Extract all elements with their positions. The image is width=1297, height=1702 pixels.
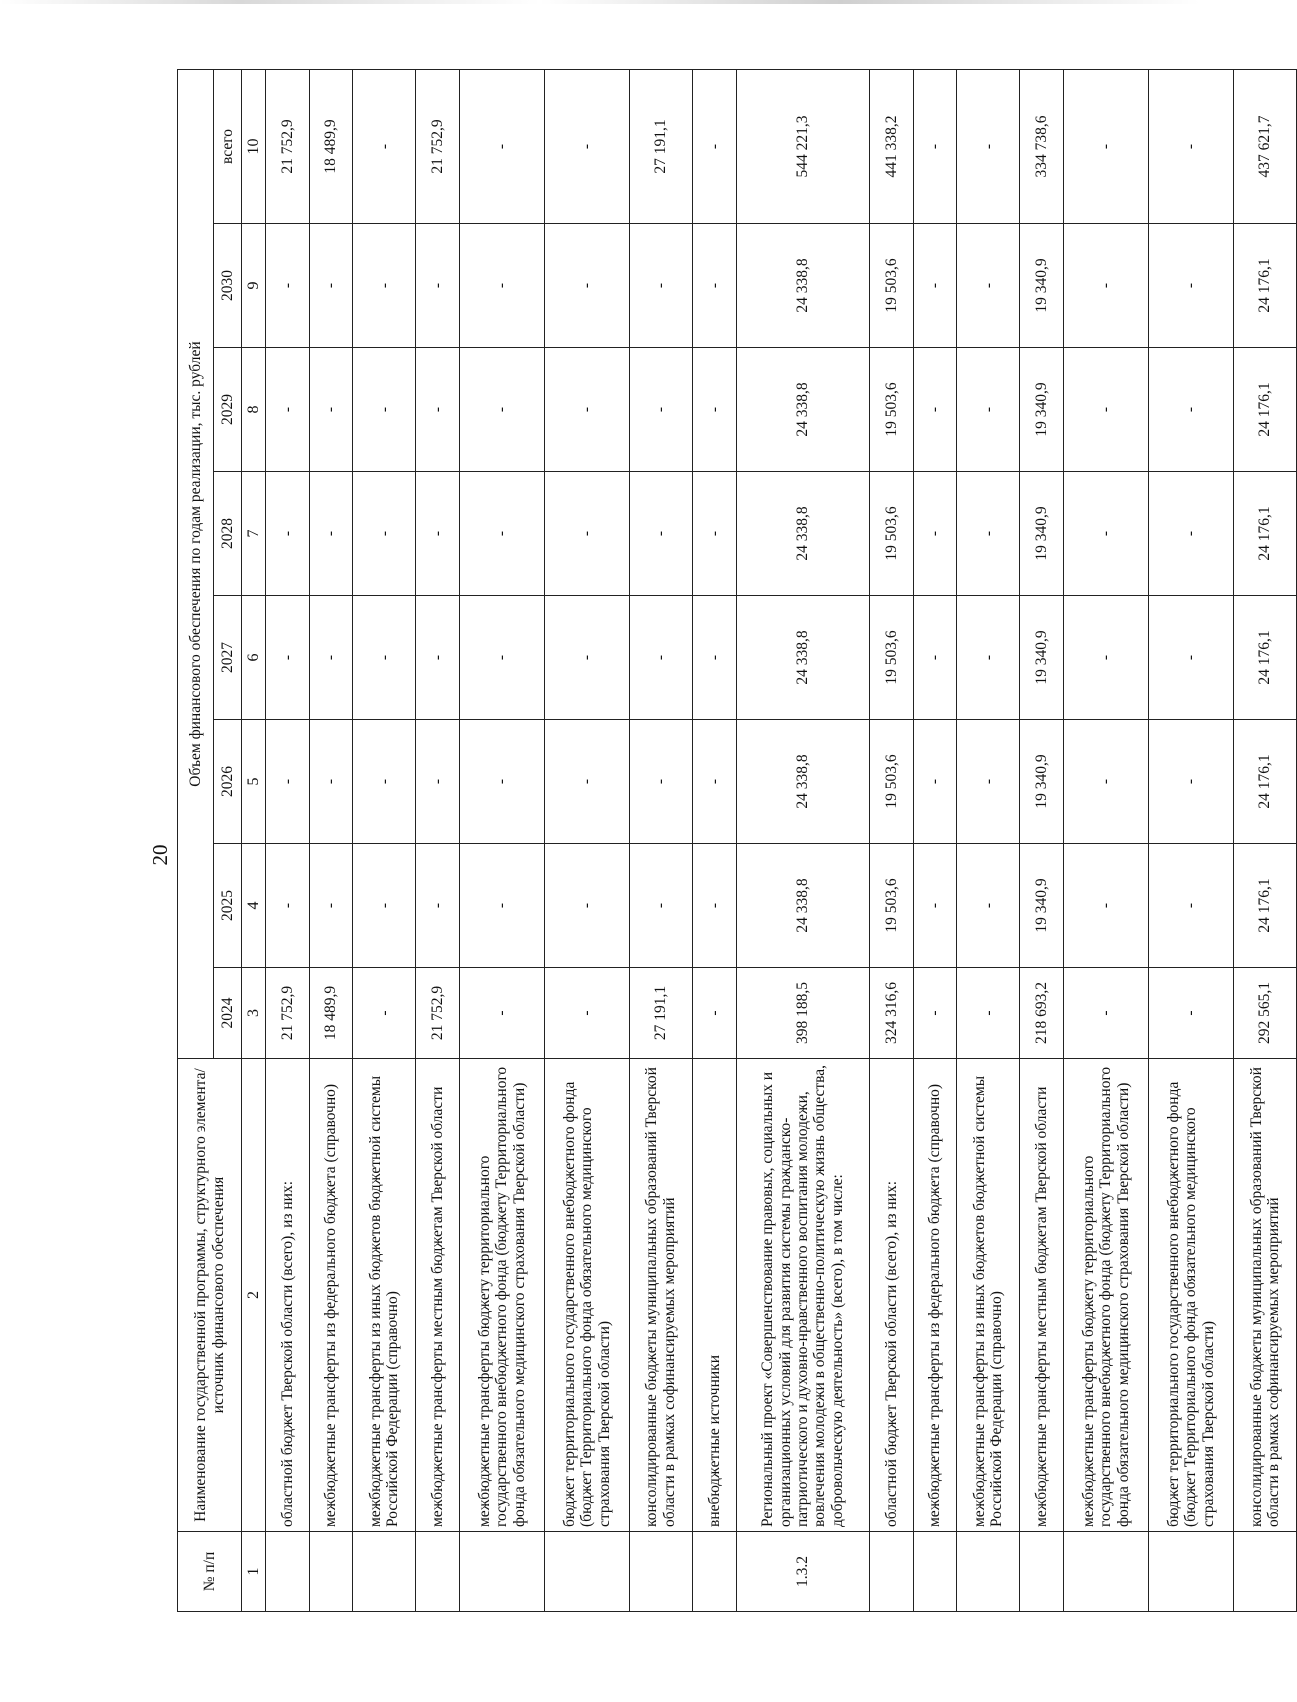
row-value-2026: - bbox=[629, 720, 692, 844]
row-value-2024: 292 565,1 bbox=[1233, 968, 1296, 1059]
column-number: 6 bbox=[242, 596, 266, 720]
row-name: областной бюджет Тверской области (всего), из них: bbox=[869, 1059, 913, 1532]
row-value-2030: - bbox=[544, 224, 629, 348]
row-value-2025: - bbox=[629, 844, 692, 968]
row-name: межбюджетные трансферты местным бюджетам Тверской области bbox=[416, 1059, 460, 1532]
row-value-2026: 24 176,1 bbox=[1233, 720, 1296, 844]
row-value-2029: - bbox=[544, 348, 629, 472]
row-value-2030: - bbox=[913, 224, 957, 348]
row-value-2030: - bbox=[460, 224, 545, 348]
row-value-2030: - bbox=[692, 224, 736, 348]
row-value-2024: 218 693,2 bbox=[1020, 968, 1064, 1059]
row-value-total: 27 191,1 bbox=[629, 70, 692, 224]
row-value-total: - bbox=[1063, 70, 1148, 224]
row-value-2024: - bbox=[544, 968, 629, 1059]
row-value-2025: - bbox=[544, 844, 629, 968]
row-value-total: - bbox=[544, 70, 629, 224]
row-value-total: - bbox=[692, 70, 736, 224]
row-value-2028: 19 503,6 bbox=[869, 472, 913, 596]
row-value-2028: - bbox=[266, 472, 310, 596]
column-number-row bbox=[242, 70, 266, 1612]
table-row bbox=[266, 70, 310, 1612]
header-year-2027: 2027 bbox=[214, 596, 242, 720]
row-value-2029: - bbox=[913, 348, 957, 472]
row-value-2028: 19 340,9 bbox=[1020, 472, 1064, 596]
row-name: межбюджетные трансферты из иных бюджетов бюджетной системы Российской Федерации (справочно) bbox=[957, 1059, 1020, 1532]
row-value-2029: 24 176,1 bbox=[1233, 348, 1296, 472]
row-value-2029: 24 338,8 bbox=[736, 348, 869, 472]
row-number: 1.3.2 bbox=[736, 1532, 869, 1612]
table-container bbox=[177, 70, 1297, 1612]
table-row bbox=[1020, 70, 1064, 1612]
row-value-2028: - bbox=[416, 472, 460, 596]
header-year-2028: 2028 bbox=[214, 472, 242, 596]
header-year-2030: 2030 bbox=[214, 224, 242, 348]
row-value-total: - bbox=[353, 70, 416, 224]
row-value-2026: 19 503,6 bbox=[869, 720, 913, 844]
row-value-2029: 19 340,9 bbox=[1020, 348, 1064, 472]
row-value-2029: - bbox=[460, 348, 545, 472]
row-number bbox=[1233, 1532, 1296, 1612]
row-number bbox=[957, 1532, 1020, 1612]
table-row bbox=[869, 70, 913, 1612]
row-number bbox=[692, 1532, 736, 1612]
column-number: 5 bbox=[242, 720, 266, 844]
row-value-total: - bbox=[1148, 70, 1233, 224]
row-value-2029: 19 503,6 bbox=[869, 348, 913, 472]
row-value-2026: - bbox=[266, 720, 310, 844]
header-year-2025: 2025 bbox=[214, 844, 242, 968]
row-value-2026: - bbox=[544, 720, 629, 844]
row-value-2024: 18 489,9 bbox=[309, 968, 353, 1059]
row-value-2029: - bbox=[353, 348, 416, 472]
table-row bbox=[309, 70, 353, 1612]
row-value-total: 441 338,2 bbox=[869, 70, 913, 224]
row-name: бюджет территориального государственного внебюджетного фонда (бюджет Территориального фонда обязательного медицинского страхования Тверской области) bbox=[1148, 1059, 1233, 1532]
row-name: межбюджетные трансферты из федерального бюджета (справочно) bbox=[913, 1059, 957, 1532]
row-value-2027: - bbox=[309, 596, 353, 720]
row-number bbox=[353, 1532, 416, 1612]
header-year-2024: 2024 bbox=[214, 968, 242, 1059]
row-value-2030: 19 340,9 bbox=[1020, 224, 1064, 348]
row-value-2024: 398 188,5 bbox=[736, 968, 869, 1059]
row-value-2025: - bbox=[913, 844, 957, 968]
row-value-2027: - bbox=[266, 596, 310, 720]
row-value-2024: - bbox=[957, 968, 1020, 1059]
row-value-2028: - bbox=[957, 472, 1020, 596]
row-value-2027: - bbox=[692, 596, 736, 720]
row-value-2025: - bbox=[957, 844, 1020, 968]
column-number: 7 bbox=[242, 472, 266, 596]
row-value-2027: 24 176,1 bbox=[1233, 596, 1296, 720]
row-value-2026: - bbox=[692, 720, 736, 844]
column-number: 8 bbox=[242, 348, 266, 472]
row-value-2026: - bbox=[1063, 720, 1148, 844]
row-value-2029: - bbox=[1063, 348, 1148, 472]
table-row bbox=[736, 70, 869, 1612]
row-value-2027: - bbox=[1063, 596, 1148, 720]
table-row bbox=[353, 70, 416, 1612]
row-value-2027: 19 503,6 bbox=[869, 596, 913, 720]
row-value-2024: - bbox=[460, 968, 545, 1059]
row-value-2026: 19 340,9 bbox=[1020, 720, 1064, 844]
table-row bbox=[1233, 70, 1296, 1612]
row-value-2029: - bbox=[309, 348, 353, 472]
row-number bbox=[544, 1532, 629, 1612]
row-value-2025: - bbox=[266, 844, 310, 968]
table-row bbox=[460, 70, 545, 1612]
row-value-2028: - bbox=[460, 472, 545, 596]
table-row bbox=[1148, 70, 1233, 1612]
row-value-2029: - bbox=[416, 348, 460, 472]
header-name: Наименование государственной программы, структурного элемента/источник финансового обеспечения bbox=[178, 1059, 242, 1532]
row-number bbox=[416, 1532, 460, 1612]
row-value-2027: - bbox=[353, 596, 416, 720]
row-number bbox=[1148, 1532, 1233, 1612]
row-value-2024: 21 752,9 bbox=[416, 968, 460, 1059]
row-name: межбюджетные трансферты местным бюджетам Тверской области bbox=[1020, 1059, 1064, 1532]
row-value-2030: - bbox=[309, 224, 353, 348]
column-number: 1 bbox=[242, 1532, 266, 1612]
row-value-2025: 24 338,8 bbox=[736, 844, 869, 968]
row-value-2028: - bbox=[309, 472, 353, 596]
row-value-2025: - bbox=[353, 844, 416, 968]
row-value-2029: - bbox=[266, 348, 310, 472]
row-value-2030: - bbox=[1063, 224, 1148, 348]
row-value-2030: - bbox=[1148, 224, 1233, 348]
row-value-2030: 19 503,6 bbox=[869, 224, 913, 348]
row-name: консолидированные бюджеты муниципальных образований Тверской области в рамках софинансируемых мероприятий bbox=[1233, 1059, 1296, 1532]
row-value-2027: - bbox=[416, 596, 460, 720]
header-year-2029: 2029 bbox=[214, 348, 242, 472]
table-row bbox=[1063, 70, 1148, 1612]
row-value-2026: - bbox=[416, 720, 460, 844]
row-value-2027: - bbox=[957, 596, 1020, 720]
row-value-2030: - bbox=[266, 224, 310, 348]
row-value-2026: - bbox=[957, 720, 1020, 844]
row-value-2030: 24 338,8 bbox=[736, 224, 869, 348]
row-value-total: 334 738,6 bbox=[1020, 70, 1064, 224]
row-value-total: - bbox=[460, 70, 545, 224]
row-value-2025: - bbox=[416, 844, 460, 968]
row-value-2024: 324 316,6 bbox=[869, 968, 913, 1059]
column-number: 10 bbox=[242, 70, 266, 224]
row-number bbox=[1063, 1532, 1148, 1612]
row-value-2025: - bbox=[692, 844, 736, 968]
header-no: № п/п bbox=[178, 1532, 242, 1612]
row-value-2028: 24 338,8 bbox=[736, 472, 869, 596]
row-value-2024: - bbox=[1148, 968, 1233, 1059]
row-value-total: - bbox=[913, 70, 957, 224]
row-value-2028: - bbox=[913, 472, 957, 596]
row-value-2027: - bbox=[913, 596, 957, 720]
row-value-total: 437 621,7 bbox=[1233, 70, 1296, 224]
row-value-total: 21 752,9 bbox=[416, 70, 460, 224]
scan-edge-top bbox=[0, 0, 1200, 4]
row-value-2024: 21 752,9 bbox=[266, 968, 310, 1059]
rotated-page bbox=[177, 70, 1297, 1612]
row-value-2029: - bbox=[692, 348, 736, 472]
row-value-2027: 19 340,9 bbox=[1020, 596, 1064, 720]
row-name: Региональный проект «Совершенствование правовых, социальных и организационных условий для развития системы гражданско-патриотического и духовно-нравственного воспитания молодежи, вовлечения молодежи в общественно-политическую жизнь общества, добровольческую деятельность» (всего), в том числе: bbox=[736, 1059, 869, 1532]
column-number: 9 bbox=[242, 224, 266, 348]
column-number: 2 bbox=[242, 1059, 266, 1532]
row-value-2024: - bbox=[353, 968, 416, 1059]
row-value-2025: 19 503,6 bbox=[869, 844, 913, 968]
column-number: 4 bbox=[242, 844, 266, 968]
row-value-2025: - bbox=[309, 844, 353, 968]
row-value-total: 21 752,9 bbox=[266, 70, 310, 224]
row-value-2028: - bbox=[353, 472, 416, 596]
row-name: бюджет территориального государственного внебюджетного фонда (бюджет Территориального фонда обязательного медицинского страхования Тверской области) bbox=[544, 1059, 629, 1532]
table-row bbox=[416, 70, 460, 1612]
row-value-2026: - bbox=[460, 720, 545, 844]
row-value-2030: - bbox=[629, 224, 692, 348]
row-value-2029: - bbox=[1148, 348, 1233, 472]
row-number bbox=[869, 1532, 913, 1612]
table-row bbox=[913, 70, 957, 1612]
table-body bbox=[266, 70, 1297, 1612]
row-value-2025: - bbox=[1148, 844, 1233, 968]
row-value-2027: - bbox=[544, 596, 629, 720]
row-value-2028: - bbox=[544, 472, 629, 596]
page-number: 20 bbox=[148, 844, 172, 866]
row-value-2026: - bbox=[1148, 720, 1233, 844]
column-number: 3 bbox=[242, 968, 266, 1059]
row-value-2027: 24 338,8 bbox=[736, 596, 869, 720]
row-name: консолидированные бюджеты муниципальных образований Тверской области в рамках софинансируемых мероприятий bbox=[629, 1059, 692, 1532]
row-value-2025: - bbox=[1063, 844, 1148, 968]
header-year-2026: 2026 bbox=[214, 720, 242, 844]
row-value-2027: - bbox=[1148, 596, 1233, 720]
row-value-2028: - bbox=[629, 472, 692, 596]
row-value-total: 18 489,9 bbox=[309, 70, 353, 224]
row-number bbox=[309, 1532, 353, 1612]
table-row bbox=[629, 70, 692, 1612]
table-row bbox=[692, 70, 736, 1612]
row-number bbox=[1020, 1532, 1064, 1612]
row-value-2030: 24 176,1 bbox=[1233, 224, 1296, 348]
row-value-2024: - bbox=[913, 968, 957, 1059]
row-number bbox=[913, 1532, 957, 1612]
row-name: межбюджетные трансферты из иных бюджетов бюджетной системы Российской Федерации (справочно) bbox=[353, 1059, 416, 1532]
row-name: межбюджетные трансферты бюджету территориального государственного внебюджетного фонда (бюджету Территориального фонда обязательного медицинского страхования Тверской области) bbox=[1063, 1059, 1148, 1532]
row-value-2024: - bbox=[692, 968, 736, 1059]
row-value-2026: - bbox=[353, 720, 416, 844]
row-value-2028: 24 176,1 bbox=[1233, 472, 1296, 596]
row-name: межбюджетные трансферты бюджету территориального государственного внебюджетного фонда (бюджету Территориального фонда обязательного медицинского страхования Тверской области) bbox=[460, 1059, 545, 1532]
row-value-2027: - bbox=[629, 596, 692, 720]
row-value-2026: - bbox=[913, 720, 957, 844]
row-value-2028: - bbox=[692, 472, 736, 596]
row-value-2026: 24 338,8 bbox=[736, 720, 869, 844]
row-value-2030: - bbox=[957, 224, 1020, 348]
row-name: областной бюджет Тверской области (всего), из них: bbox=[266, 1059, 310, 1532]
row-value-2024: - bbox=[1063, 968, 1148, 1059]
row-value-2027: - bbox=[460, 596, 545, 720]
row-value-2024: 27 191,1 bbox=[629, 968, 692, 1059]
row-value-2030: - bbox=[353, 224, 416, 348]
row-value-2025: 24 176,1 bbox=[1233, 844, 1296, 968]
row-value-total: - bbox=[957, 70, 1020, 224]
row-value-2028: - bbox=[1148, 472, 1233, 596]
row-number bbox=[460, 1532, 545, 1612]
table-row bbox=[544, 70, 629, 1612]
financing-table bbox=[177, 69, 1297, 1612]
row-number bbox=[266, 1532, 310, 1612]
row-value-total: 544 221,3 bbox=[736, 70, 869, 224]
row-value-2029: - bbox=[957, 348, 1020, 472]
header-total: всего bbox=[214, 70, 242, 224]
row-value-2026: - bbox=[309, 720, 353, 844]
header-volume: Объем финансового обеспечения по годам реализации, тыс. рублей bbox=[178, 70, 214, 1059]
table-row bbox=[957, 70, 1020, 1612]
row-value-2030: - bbox=[416, 224, 460, 348]
row-value-2025: 19 340,9 bbox=[1020, 844, 1064, 968]
row-value-2029: - bbox=[629, 348, 692, 472]
row-name: межбюджетные трансферты из федерального бюджета (справочно) bbox=[309, 1059, 353, 1532]
row-number bbox=[629, 1532, 692, 1612]
row-value-2028: - bbox=[1063, 472, 1148, 596]
row-name: внебюджетные источники bbox=[692, 1059, 736, 1532]
row-value-2025: - bbox=[460, 844, 545, 968]
